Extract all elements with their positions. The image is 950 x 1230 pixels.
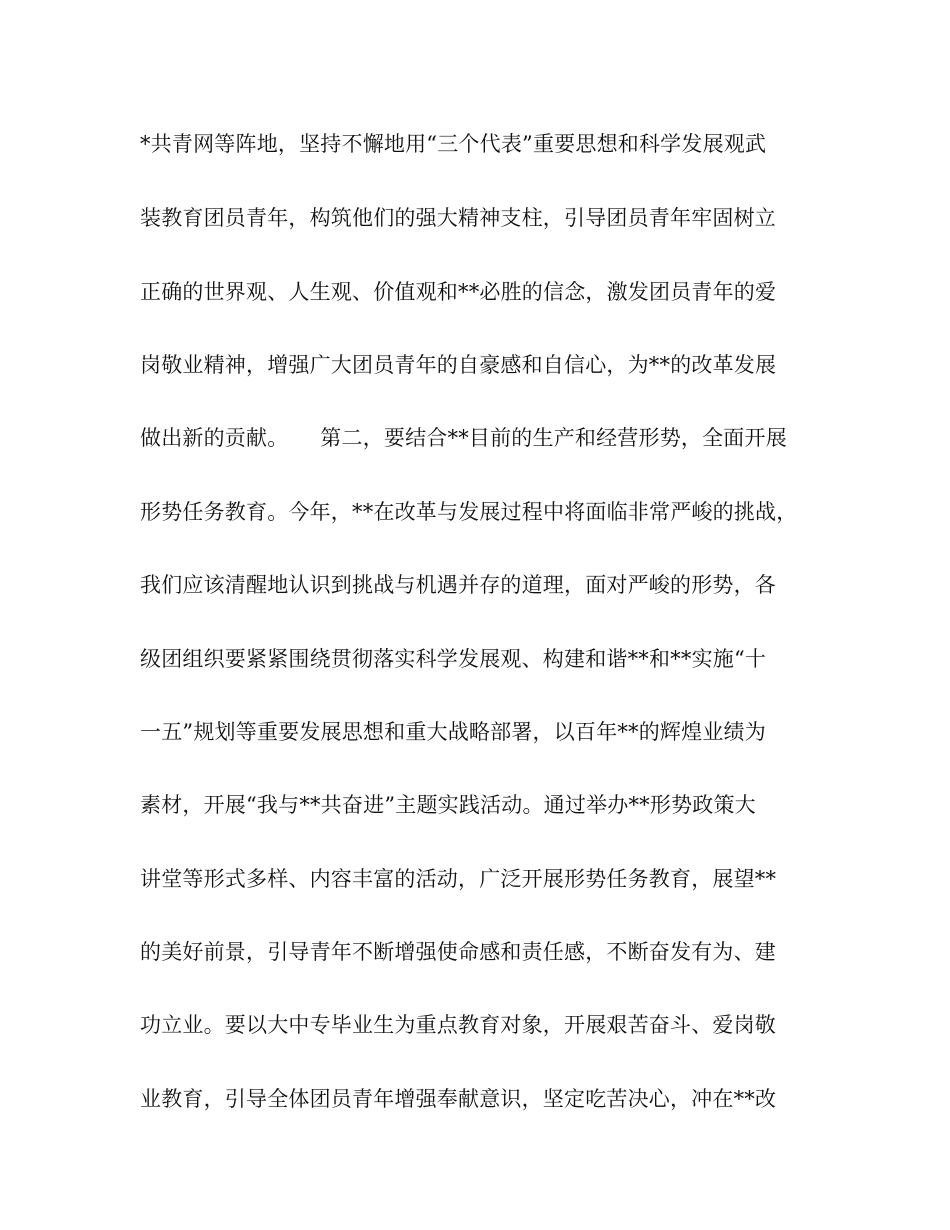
- text-line: 业教育，引导全体团员青年增强奉献意识，坚定吃苦决心，冲在**改: [140, 1087, 777, 1111]
- text-line: 的美好前景，引导青年不断增强使命感和责任感，不断奋发有为、建: [140, 940, 776, 964]
- text-line: 正确的世界观、人生观、价值观和**必胜的信念，激发团员青年的爱: [140, 280, 777, 304]
- text-line: 做出新的贡献。 第二，要结合**目前的生产和经营形势，全面开展: [140, 426, 787, 450]
- text-line: 形势任务教育。今年，**在改革与发展过程中将面临非常严峻的挑战，: [140, 500, 798, 524]
- text-line: 级团组织要紧紧围绕贯彻落实科学发展观、构建和谐**和**实施“十: [140, 647, 767, 671]
- text-line: 装教育团员青年，构筑他们的强大精神支柱，引导团员青年牢固树立: [140, 206, 776, 230]
- text-line: 我们应该清醒地认识到挑战与机遇并存的道理，面对严峻的形势，各: [140, 573, 776, 597]
- text-line: 素材，开展“我与**共奋进”主题实践活动。通过举办**形势政策大: [140, 793, 756, 817]
- text-line: 岗敬业精神，增强广大团员青年的自豪感和自信心，为**的改革发展: [140, 353, 777, 377]
- text-line: *共青网等阵地，坚持不懈地用“三个代表”重要思想和科学发展观武: [140, 132, 767, 156]
- text-line: 功立业。要以大中专毕业生为重点教育对象，开展艰苦奋斗、爱岗敬: [140, 1013, 776, 1037]
- text-line: 一五”规划等重要发展思想和重大战略部署，以百年**的辉煌业绩为: [140, 720, 766, 744]
- text-line: 讲堂等形式多样、内容丰富的活动，广泛开展形势任务教育，展望**: [140, 867, 777, 891]
